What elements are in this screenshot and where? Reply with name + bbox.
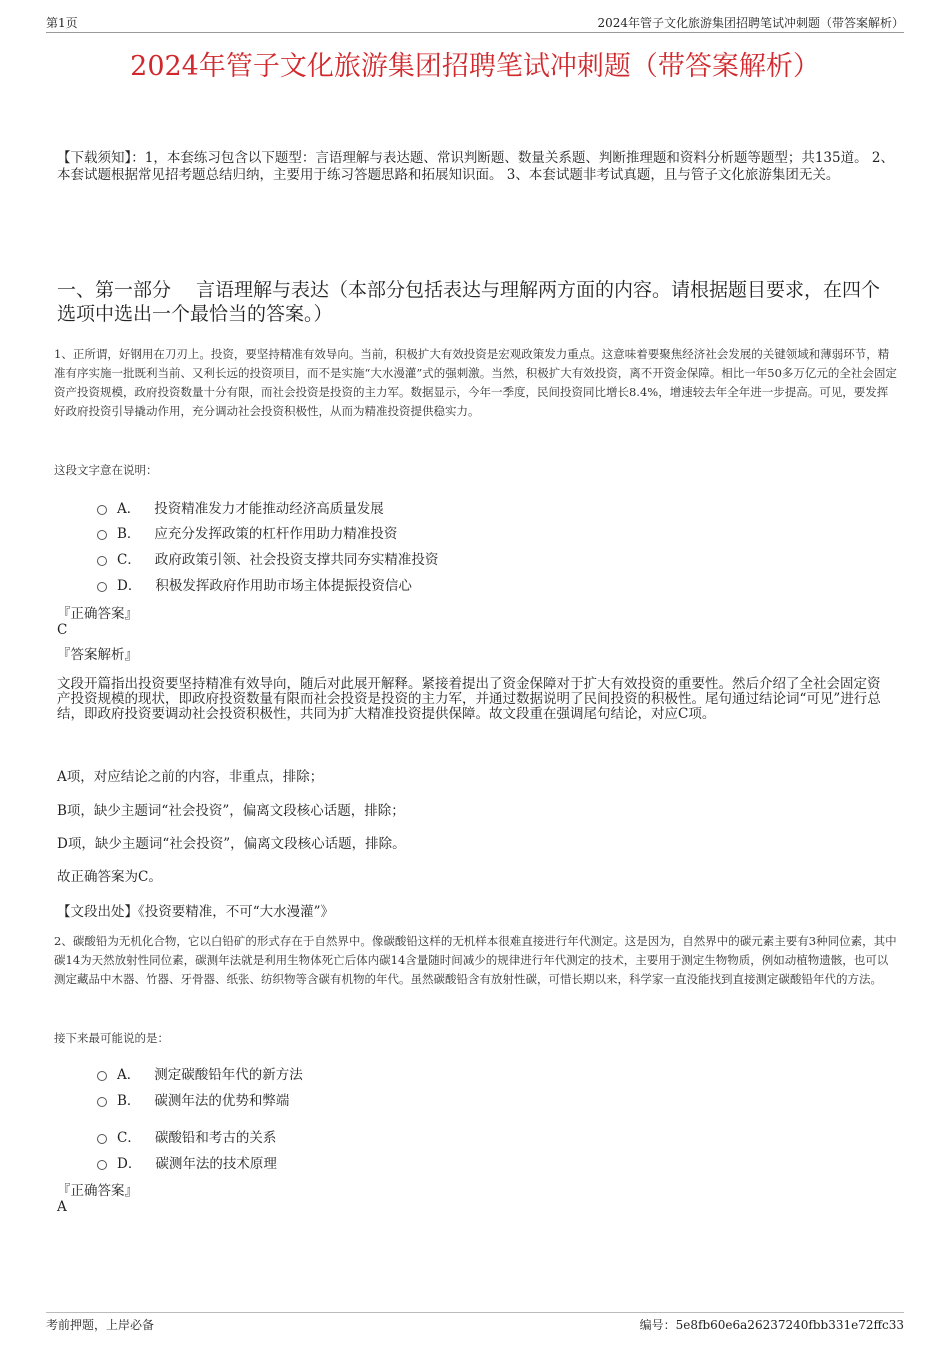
q1-conclusion: 故正确答案为C。: [57, 869, 162, 885]
q1-option-c[interactable]: [97, 548, 438, 568]
q2-option-b[interactable]: [97, 1089, 289, 1109]
option-text: 碳测年法的技术原理: [155, 1156, 277, 1172]
option-letter: B．: [117, 526, 141, 542]
option-text: 测定碳酸铅年代的新方法: [154, 1067, 303, 1083]
q2-option-c[interactable]: [97, 1126, 276, 1146]
q2-option-a[interactable]: [97, 1063, 303, 1083]
q1-analysis-line-d: D项，缺少主题词“社会投资”，偏离文段核心话题，排除。: [57, 836, 406, 852]
radio-icon[interactable]: [97, 1097, 107, 1107]
footer-code: 编号：5e8fb60e6a26237240fbb331e72ffc33: [639, 1318, 904, 1332]
option-letter: C．: [117, 552, 141, 568]
radio-icon[interactable]: [97, 582, 107, 592]
radio-icon[interactable]: [97, 1160, 107, 1170]
page-header: [46, 14, 904, 33]
option-text: 碳测年法的优势和弊端: [154, 1093, 290, 1109]
option-text: 积极发挥政府作用助市场主体提振投资信心: [155, 578, 412, 594]
question-2-prompt: 接下来最可能说的是：: [54, 1031, 169, 1045]
q1-analysis-line-b: B项，缺少主题词“社会投资”，偏离文段核心话题，排除；: [57, 803, 405, 819]
option-text: 碳酸铅和考古的关系: [154, 1130, 277, 1146]
option-letter: A．: [117, 1067, 141, 1083]
page-footer: [46, 1312, 904, 1333]
q1-answer-label: 『正确答案』: [57, 606, 138, 622]
footer-slogan: 考前押题，上岸必备: [46, 1318, 155, 1332]
question-1-prompt: 这段文字意在说明：: [54, 463, 158, 477]
option-letter: C．: [117, 1130, 141, 1146]
q1-answer: C: [57, 622, 68, 638]
section-title: 一、第一部分 言语理解与表达（本部分包括表达与理解两方面的内容。请根据题目要求，在四个选项中选出一个最恰当的答案。）: [57, 279, 881, 325]
option-text: 投资精准发力才能推动经济高质量发展: [154, 501, 384, 517]
q2-answer-label: 『正确答案』: [57, 1183, 138, 1199]
option-letter: B．: [117, 1093, 141, 1109]
q1-analysis-label: 『答案解析』: [57, 647, 138, 663]
q2-answer: A: [57, 1199, 67, 1215]
q1-option-a[interactable]: [97, 497, 384, 517]
question-1-text: 1、正所谓，好钢用在刀刃上。投资，要坚持精准有效导向。当前，积极扩大有效投资是宏观政策发力重点。这意味着要聚焦经济社会发展的关键领域和薄弱环节，精准有序实施一批既利当前、又利长远的投资项目，而不是实施“大水漫灌”式的强刺激。当然，积极扩大有效投资，离不开资金保障。相比一年50多万亿元的全社会固定资产投资规模，政府投资数量十分有限，而社会投资是投资的主力军。数据显示，今年一季度，民间投资同比增长8.4%，增速较去年全年进一步提高。可见，要发挥好政府投资引导撬动作用，充分调动社会投资积极性，从而为精准投资提供稳实力。: [54, 347, 897, 418]
option-letter: D．: [117, 578, 142, 594]
radio-icon[interactable]: [97, 505, 107, 515]
download-notice: 【下载须知】：1，本套练习包含以下题型：言语理解与表达题、常识判断题、数量关系题、判断推理题和资料分析题等题型；共135道。 2、本套试题根据常见招考题总结归纳，主要用于练习答题思路和拓展知识面。 3、本套试题非考试真题，且与管子文化旅游集团无关。: [57, 150, 894, 183]
q1-option-b[interactable]: [97, 522, 397, 542]
radio-icon[interactable]: [97, 1071, 107, 1081]
document-title: 2024年管子文化旅游集团招聘笔试冲刺题（带答案解析）: [130, 51, 820, 82]
q1-source: 【文段出处】《投资要精准，不可“大水漫灌”》: [57, 904, 335, 920]
option-text: 应充分发挥政策的杠杆作用助力精准投资: [154, 526, 398, 542]
radio-icon[interactable]: [97, 530, 107, 540]
option-letter: D．: [117, 1156, 142, 1172]
q2-option-d[interactable]: [97, 1152, 277, 1172]
radio-icon[interactable]: [97, 556, 107, 566]
option-text: 政府政策引领、社会投资支撑共同夯实精准投资: [154, 552, 439, 568]
option-letter: A．: [117, 501, 141, 517]
radio-icon[interactable]: [97, 1134, 107, 1144]
header-doc-title: 2024年管子文化旅游集团招聘笔试冲刺题（带答案解析）: [597, 16, 904, 30]
page-number: 第1页: [46, 16, 78, 30]
q1-analysis-line-a: A项，对应结论之前的内容，非重点，排除；: [57, 769, 324, 785]
question-2-text: 2、碳酸铅为无机化合物，它以白铅矿的形式存在于自然界中。像碳酸铅这样的无机样本很难直接进行年代测定。这是因为，自然界中的碳元素主要有3种同位素，其中碳14为天然放射性同位素，碳测年法就是利用生物体死亡后体内碳14含量随时间减少的规律进行年代测定的技术，主要用于测定生物物质，例如动植物遗骸，也可以测定藏品中木器、竹器、牙骨器、纸张、纺织物等含碳有机物的年代。虽然碳酸铅含有放射性碳，可惜长期以来，科学家一直没能找到直接测定碳酸铅年代的方法。: [54, 934, 897, 986]
q1-option-d[interactable]: [97, 574, 412, 594]
q1-analysis: 文段开篇指出投资要坚持精准有效导向，随后对此展开解释。紧接着提出了资金保障对于扩大有效投资的重要性。然后介绍了全社会固定资产投资规模的现状，即政府投资数量有限而社会投资是投资的主力军，并通过数据说明了民间投资的积极性。尾句通过结论词“可见”进行总结，即政府投资要调动社会投资积极性，共同为扩大精准投资提供保障。故文段重在强调尾句结论，对应C项。: [57, 676, 881, 722]
